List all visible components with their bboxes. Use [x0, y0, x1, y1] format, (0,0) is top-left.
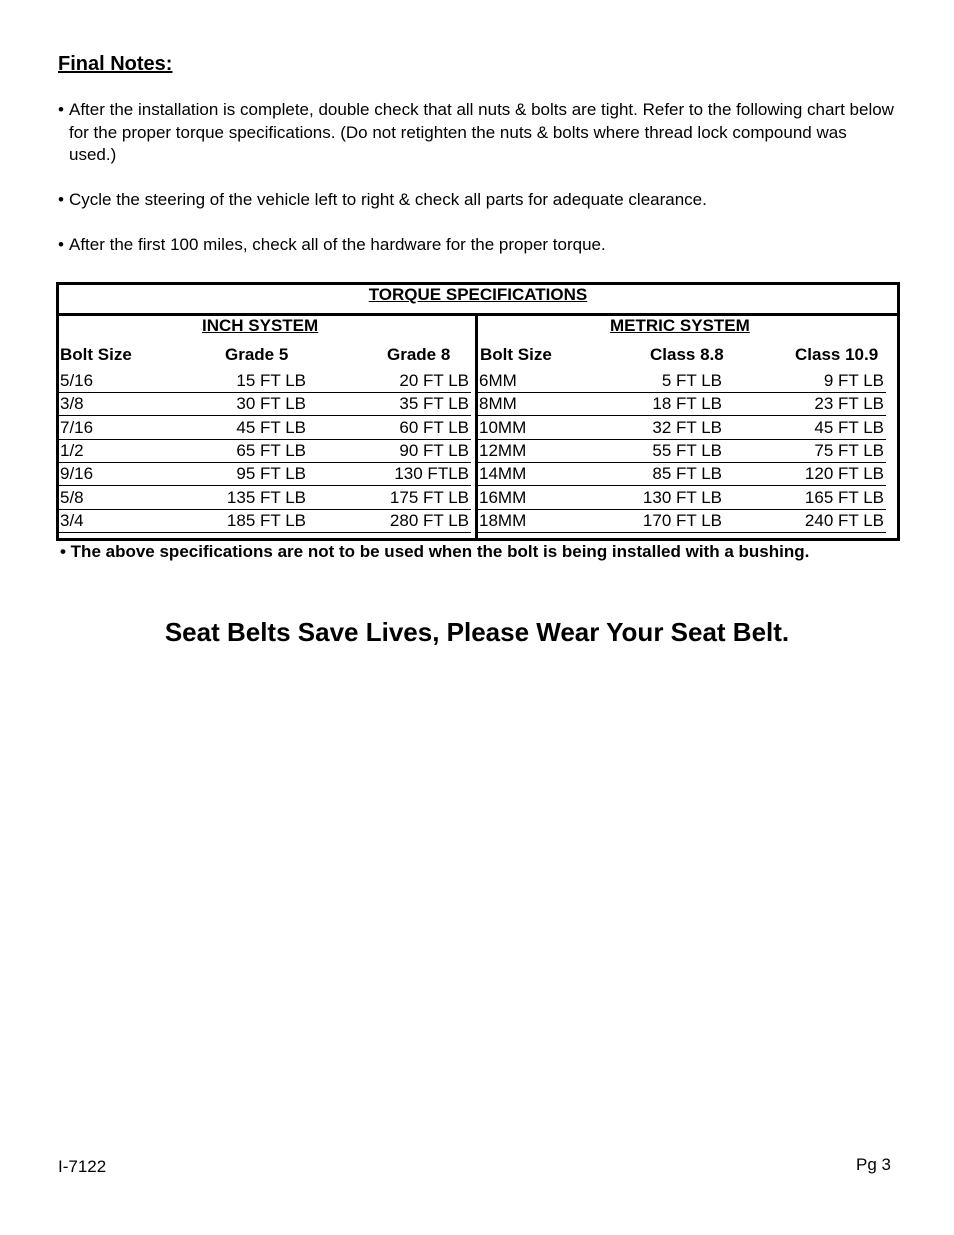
metric-table-row — [478, 439, 886, 463]
metric-col-class88: Class 8.8 — [650, 345, 724, 364]
inch-table-cell: 30 FT LB — [236, 394, 306, 414]
inch-table-row — [58, 462, 471, 486]
metric-col-class109: Class 10.9 — [795, 345, 879, 364]
inch-system-title: INCH SYSTEM — [202, 316, 319, 335]
bullet-icon: • — [58, 100, 64, 119]
inch-table-row — [58, 486, 471, 510]
metric-table-cell: 16MM — [479, 487, 527, 507]
inch-table-cell: 185 FT LB — [226, 510, 306, 530]
metric-table-cell: 8MM — [479, 394, 517, 414]
inch-table-cell: 280 FT LB — [389, 510, 469, 530]
metric-table-cell: 75 FT LB — [814, 440, 884, 460]
document-number: I-7122 — [58, 1157, 107, 1176]
metric-table-cell: 32 FT LB — [652, 417, 722, 437]
metric-table-cell: 120 FT LB — [804, 464, 884, 484]
inch-table-cell: 3/4 — [60, 510, 84, 530]
inch-table-cell: 15 FT LB — [236, 371, 306, 390]
section-heading: Final Notes: — [58, 53, 173, 75]
metric-table-cell: 45 FT LB — [814, 417, 884, 437]
inch-table-cell: 95 FT LB — [236, 464, 306, 484]
inch-table-cell: 90 FT LB — [399, 440, 469, 460]
seat-belt-slogan: Seat Belts Save Lives, Please Wear Your Seat Belt. — [164, 617, 790, 647]
metric-table-cell: 9 FT LB — [823, 371, 884, 390]
inch-table-cell: 175 FT LB — [389, 487, 469, 507]
metric-table-cell: 12MM — [479, 440, 527, 460]
inch-table-cell: 3/8 — [60, 394, 84, 414]
note-text: After the first 100 miles, check all of the hardware for the proper torque. — [69, 235, 606, 254]
metric-table-row — [478, 369, 886, 393]
metric-table-cell: 14MM — [479, 464, 527, 484]
metric-table-cell: 165 FT LB — [804, 487, 884, 507]
torque-table-title-box — [56, 282, 900, 315]
inch-table-cell: 60 FT LB — [399, 417, 469, 437]
metric-table-cell: 10MM — [479, 417, 527, 437]
note-text: Cycle the steering of the vehicle left to right & check all parts for adequate clearance. — [69, 190, 707, 209]
metric-table-cell: 18 FT LB — [652, 394, 722, 414]
torque-table-title: TORQUE SPECIFICATIONS — [368, 285, 588, 304]
bullet-icon: • — [58, 235, 64, 254]
metric-table-cell: 5 FT LB — [661, 371, 722, 390]
metric-table-row — [478, 392, 886, 416]
inch-table-row — [58, 509, 471, 533]
inch-table-cell: 65 FT LB — [236, 440, 306, 460]
inch-table-cell: 7/16 — [60, 417, 94, 437]
metric-table-cell: 85 FT LB — [652, 464, 722, 484]
inch-table-cell: 9/16 — [60, 464, 94, 484]
metric-table-cell: 23 FT LB — [814, 394, 884, 414]
metric-table-row — [478, 462, 886, 486]
inch-table-cell: 20 FT LB — [399, 371, 469, 390]
inch-col-grade8: Grade 8 — [387, 345, 451, 364]
inch-table-row — [58, 392, 471, 416]
metric-table-cell: 130 FT LB — [642, 487, 722, 507]
metric-table-row — [478, 486, 886, 510]
metric-system-title: METRIC SYSTEM — [610, 316, 750, 335]
inch-table-cell: 135 FT LB — [226, 487, 306, 507]
note-item — [58, 189, 898, 212]
inch-col-grade5: Grade 5 — [225, 345, 289, 364]
inch-table-cell: 130 FTLB — [394, 464, 469, 484]
note-item — [58, 234, 898, 257]
metric-table-cell: 55 FT LB — [652, 440, 722, 460]
inch-table-cell: 35 FT LB — [399, 394, 469, 414]
metric-table-cell: 6MM — [479, 371, 517, 390]
note-text: After the installation is complete, double check that all nuts & bolts are tight. Refer to the following chart below for the proper torque specifications. (Do not retighten the nuts & bolts where thread lock compound was used.) — [69, 100, 894, 164]
inch-table-row — [58, 439, 471, 463]
inch-col-bolt-size: Bolt Size — [60, 345, 132, 364]
bullet-icon: • — [58, 190, 64, 209]
inch-table-row — [58, 369, 471, 393]
inch-table-row — [58, 416, 471, 440]
inch-table-cell: 1/2 — [60, 440, 84, 460]
metric-table-row — [478, 416, 886, 440]
inch-table-cell: 45 FT LB — [236, 417, 306, 437]
metric-col-bolt-size: Bolt Size — [480, 345, 552, 364]
page-number: Pg 3 — [856, 1155, 891, 1174]
metric-table-cell: 240 FT LB — [804, 510, 884, 530]
metric-table-row — [478, 509, 886, 533]
inch-table-cell: 5/8 — [60, 487, 84, 507]
metric-table-cell: 18MM — [479, 510, 527, 530]
metric-table-cell: 170 FT LB — [642, 510, 722, 530]
inch-table-cell: 5/16 — [60, 371, 94, 390]
note-item — [58, 99, 898, 167]
table-footnote: • The above specifications are not to be used when the bolt is being installed with a bushing. — [60, 542, 810, 561]
